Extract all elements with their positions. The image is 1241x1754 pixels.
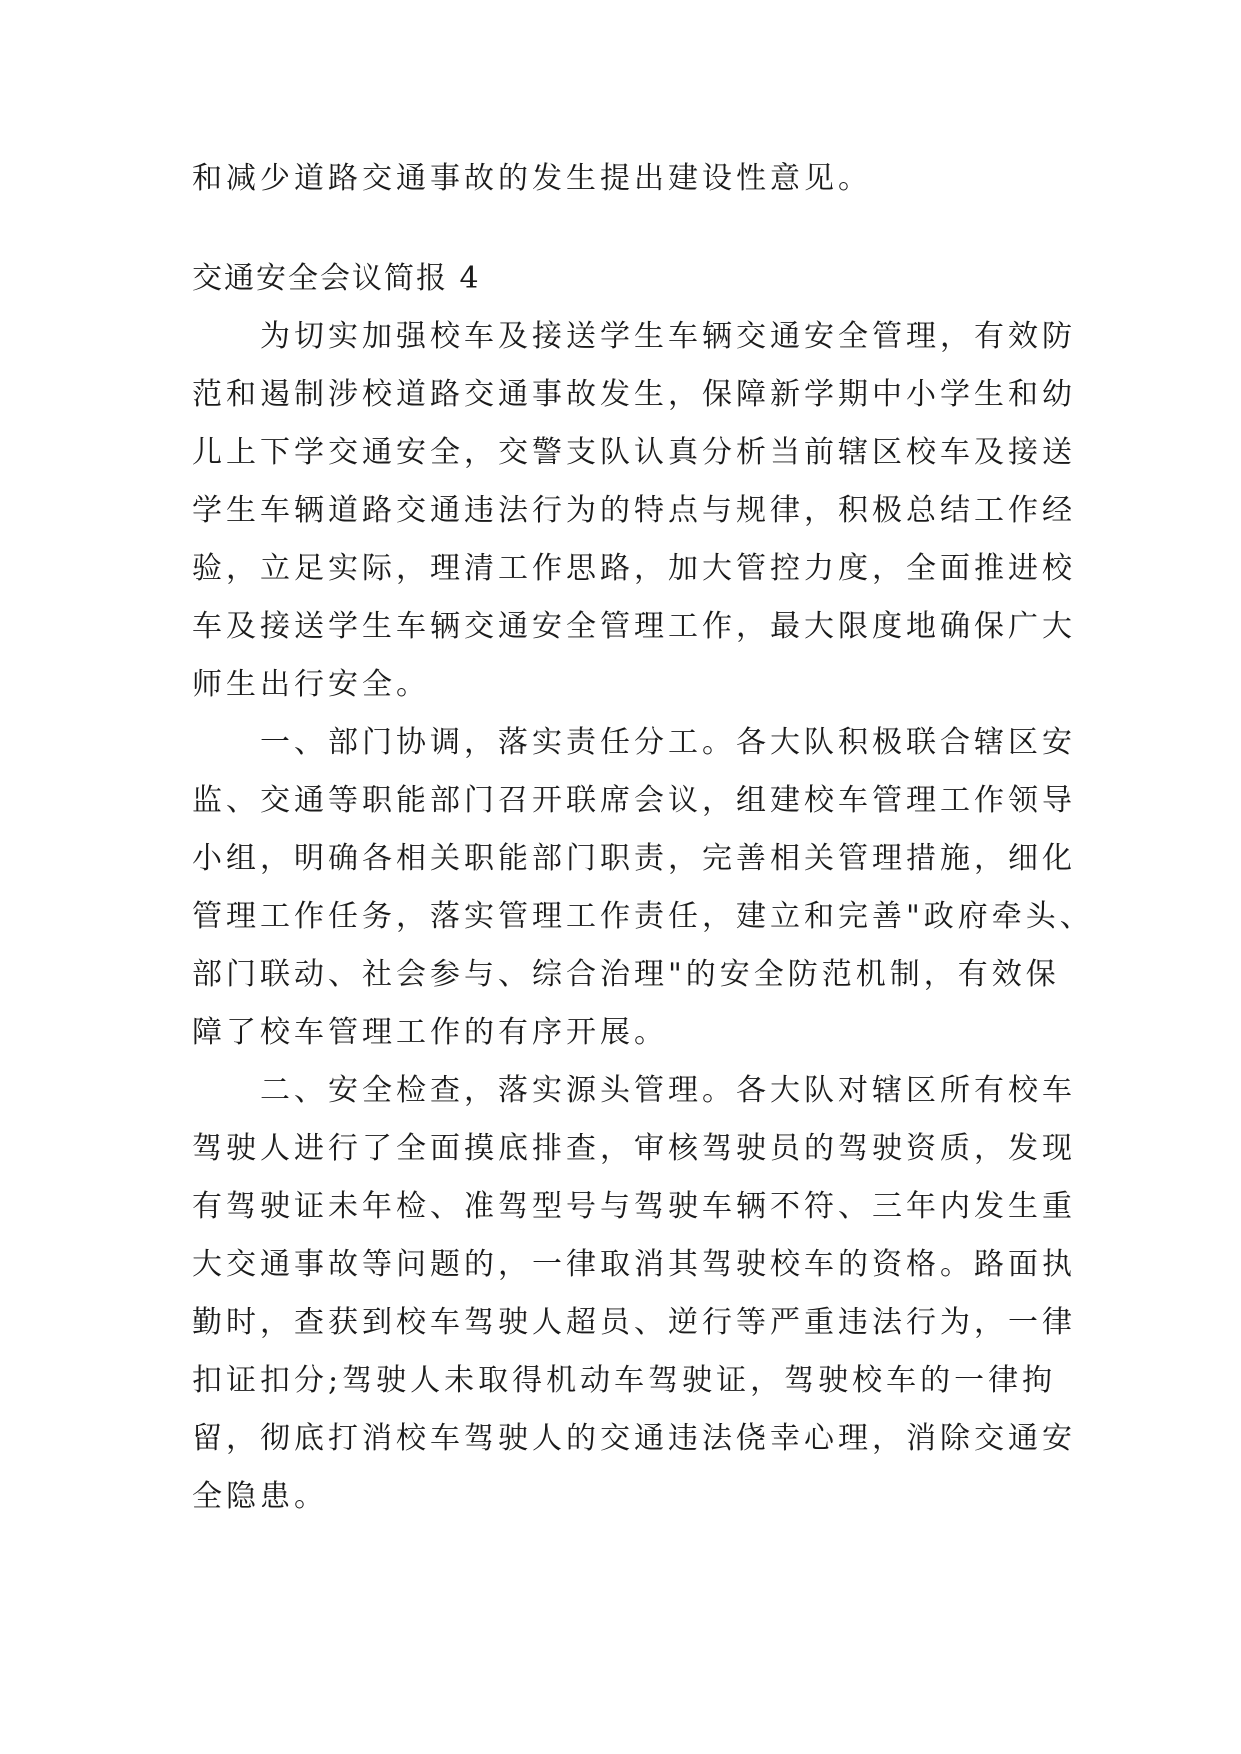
paragraph-line: 验，立足实际，理清工作思路，加大管控力度，全面推进校 bbox=[192, 551, 1076, 586]
paragraph-line: 小组，明确各相关职能部门职责，完善相关管理措施，细化 bbox=[192, 841, 1076, 876]
paragraph-line: 部门联动、社会参与、综合治理"的安全防范机制，有效保 bbox=[192, 957, 1060, 992]
paragraph-1 bbox=[192, 308, 1076, 714]
paragraph-line: 学生车辆道路交通违法行为的特点与规律，积极总结工作经 bbox=[192, 493, 1076, 528]
paragraph-line: 范和遏制涉校道路交通事故发生，保障新学期中小学生和幼 bbox=[192, 377, 1076, 412]
intro-tail-line: 和减少道路交通事故的发生提出建设性意见。 bbox=[192, 161, 872, 196]
paragraph-line: 为切实加强校车及接送学生车辆交通安全管理，有效防 bbox=[260, 319, 1076, 354]
document-body bbox=[192, 150, 1094, 1526]
paragraph-line: 驾驶人进行了全面摸底排查，审核驾驶员的驾驶资质，发现 bbox=[192, 1131, 1076, 1166]
paragraph-line: 车及接送学生车辆交通安全管理工作，最大限度地确保广大 bbox=[192, 609, 1076, 644]
paragraph-line: 管理工作任务，落实管理工作责任，建立和完善"政府牵头、 bbox=[192, 899, 1094, 934]
paragraph-line: 扣证扣分;驾驶人未取得机动车驾驶证，驾驶校车的一律拘 bbox=[192, 1363, 1057, 1398]
paragraph-line: 有驾驶证未年检、准驾型号与驾驶车辆不符、三年内发生重 bbox=[192, 1189, 1076, 1224]
paragraph-line: 一、部门协调，落实责任分工。各大队积极联合辖区安 bbox=[260, 725, 1076, 760]
paragraph-line: 留，彻底打消校车驾驶人的交通违法侥幸心理，消除交通安 bbox=[192, 1421, 1076, 1456]
paragraph-2 bbox=[192, 714, 1094, 1062]
paragraph-line: 障了校车管理工作的有序开展。 bbox=[192, 1015, 668, 1050]
paragraph-line: 勤时，查获到校车驾驶人超员、逆行等严重违法行为，一律 bbox=[192, 1305, 1076, 1340]
paragraph-line: 师生出行安全。 bbox=[192, 667, 430, 702]
section-gap bbox=[192, 208, 1072, 250]
paragraph-line: 监、交通等职能部门召开联席会议，组建校车管理工作领导 bbox=[192, 783, 1076, 818]
paragraph-line: 二、安全检查，落实源头管理。各大队对辖区所有校车 bbox=[260, 1073, 1076, 1108]
paragraph-line: 全隐患。 bbox=[192, 1479, 328, 1514]
section-title: 交通安全会议简报 4 bbox=[192, 261, 481, 296]
paragraph-line: 儿上下学交通安全，交警支队认真分析当前辖区校车及接送 bbox=[192, 435, 1076, 470]
paragraph-3 bbox=[192, 1062, 1076, 1526]
paragraph-line: 大交通事故等问题的，一律取消其驾驶校车的资格。路面执 bbox=[192, 1247, 1076, 1282]
